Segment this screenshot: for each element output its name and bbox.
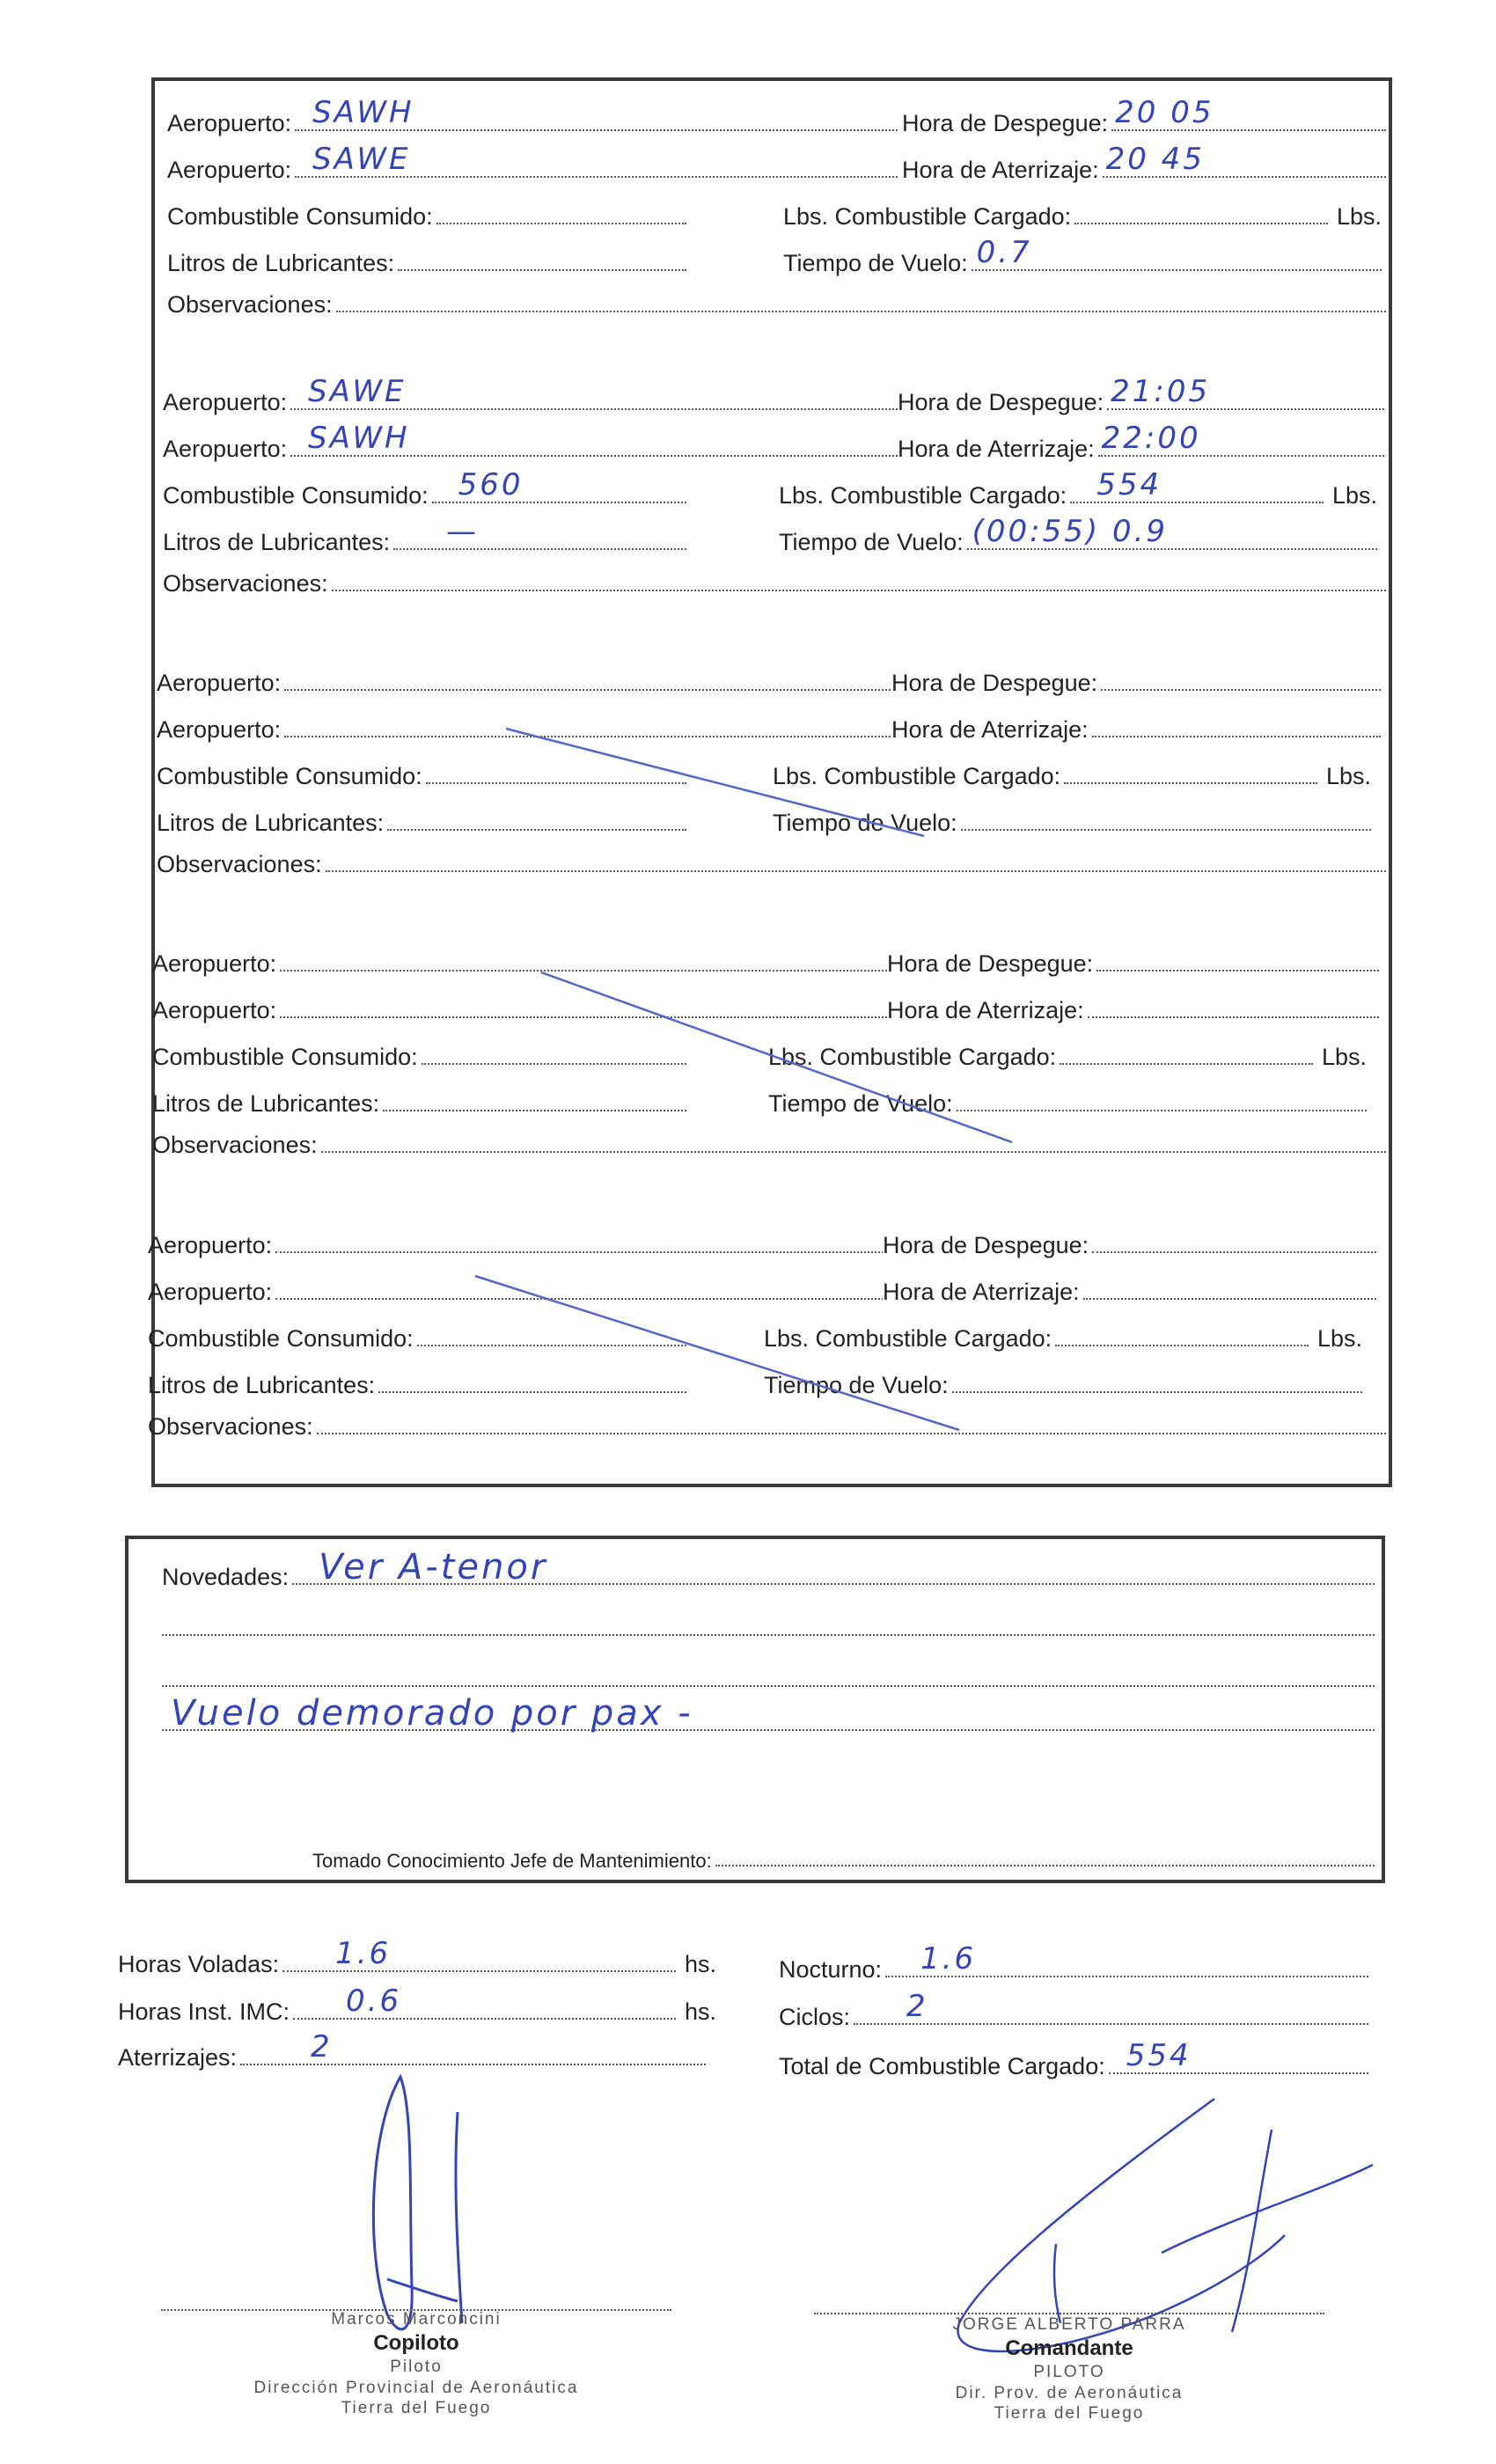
novedades-field-1[interactable] — [292, 1544, 1375, 1588]
copiloto-stamp-org: Dirección Provincial de Aeronáutica — [253, 2378, 579, 2397]
leg-2-hora-despegue-value: 21:05 — [1111, 374, 1211, 409]
copiloto-caption — [161, 2309, 671, 2419]
ciclos-value: 2 — [906, 1989, 928, 2024]
leg-4-combustible-cargado-label: Lbs. Combustible Cargado: — [768, 1044, 1057, 1070]
leg-2-hora-aterrizaje-value: 22:00 — [1101, 421, 1201, 456]
tomado-conocimiento-line — [312, 1830, 1375, 1871]
leg-5-aeropuerto-salida-label: Aeropuerto: — [148, 1232, 273, 1258]
leg-3-combustible-cargado-label: Lbs. Combustible Cargado: — [773, 763, 1061, 789]
horas-imc-label: Horas Inst. IMC: — [118, 1998, 290, 2025]
novedades-value-4: Vuelo demorado por pax - — [171, 1693, 693, 1734]
novedades-value-1: Ver A-tenor — [319, 1547, 548, 1588]
leg-5-combustible-consumido-label: Combustible Consumido: — [148, 1325, 414, 1352]
novedades-field-3[interactable] — [162, 1646, 1375, 1687]
ciclos-line — [779, 1989, 1368, 2029]
novedades-line-1 — [162, 1549, 1375, 1589]
novedades-field-4[interactable] — [162, 1690, 1375, 1734]
horas-voladas-value: 1.6 — [335, 1936, 392, 1971]
leg-1-aeropuerto-llegada-label: Aeropuerto: — [167, 157, 292, 183]
comandante-stamp-org: Dir. Prov. de Aeronáutica — [955, 2383, 1184, 2402]
leg-3-aeropuerto-llegada-label: Aeropuerto: — [157, 716, 282, 743]
leg-1-aeropuerto-llegada-value: SAWE — [312, 142, 411, 177]
leg-5-tiempo-vuelo-label: Tiempo de Vuelo: — [764, 1372, 949, 1398]
copiloto-signature — [373, 2077, 462, 2329]
nocturno-label: Nocturno: — [779, 1956, 883, 1983]
crossout-stroke-leg-3 — [506, 729, 924, 836]
horas-voladas-unit: hs. — [684, 1951, 716, 1977]
novedades-line-3 — [162, 1651, 1375, 1691]
aterrizajes-label: Aterrizajes: — [118, 2044, 238, 2071]
leg-3-combustible-cargado-unit: Lbs. — [1325, 763, 1371, 789]
leg-2-aeropuerto-salida-value: SAWE — [308, 374, 407, 409]
copiloto-stamp-region: Tierra del Fuego — [341, 2399, 492, 2418]
leg-4-aeropuerto-salida-label: Aeropuerto: — [152, 950, 277, 977]
leg-2-combustible-cargado-label: Lbs. Combustible Cargado: — [779, 482, 1067, 509]
horas-voladas-field[interactable] — [282, 1932, 676, 1972]
novedades-label: Novedades: — [162, 1564, 290, 1590]
crossout-stroke-leg-5 — [475, 1276, 959, 1430]
horas-voladas-line — [118, 1936, 716, 1976]
tomado-conocimiento-label: Tomado Conocimiento Jefe de Mantenimiento: — [312, 1850, 712, 1872]
nocturno-value: 1.6 — [920, 1941, 977, 1976]
leg-5-aeropuerto-llegada-label: Aeropuerto: — [148, 1279, 273, 1305]
leg-4-observaciones-label: Observaciones: — [152, 1132, 318, 1158]
aterrizajes-value: 2 — [311, 2029, 333, 2064]
total-combustible-line — [779, 2038, 1368, 2079]
horas-voladas-label: Horas Voladas: — [118, 1951, 280, 1977]
leg-1-litros-lubricantes-label: Litros de Lubricantes: — [167, 250, 395, 276]
copiloto-stamp-name: Marcos Marconcini — [331, 2310, 502, 2328]
leg-5-hora-despegue-label: Hora de Despegue: — [883, 1232, 1089, 1258]
leg-1-hora-aterrizaje-value: 20 45 — [1105, 142, 1205, 177]
horas-imc-value: 0.6 — [346, 1984, 402, 2019]
leg-2-combustible-cargado-value: 554 — [1096, 467, 1162, 502]
comandante-stamp-region: Tierra del Fuego — [994, 2404, 1145, 2424]
leg-2-observaciones-label: Observaciones: — [163, 570, 328, 597]
comandante-stamp-title: PILOTO — [1033, 2362, 1105, 2381]
leg-2-tiempo-vuelo-value: (00:55) 0.9 — [972, 514, 1169, 549]
tomado-conocimiento-field[interactable] — [715, 1826, 1375, 1866]
leg-4-hora-despegue-label: Hora de Despegue: — [887, 950, 1094, 977]
comandante-caption — [814, 2314, 1324, 2424]
comandante-role: Comandante — [1005, 2336, 1133, 2360]
leg-3-tiempo-vuelo-label: Tiempo de Vuelo: — [773, 810, 957, 836]
leg-1-combustible-cargado-label: Lbs. Combustible Cargado: — [783, 203, 1072, 230]
total-combustible-label: Total de Combustible Cargado: — [779, 2053, 1105, 2079]
leg-1-combustible-cargado-unit: Lbs. — [1336, 203, 1382, 230]
leg-4-tiempo-vuelo-label: Tiempo de Vuelo: — [768, 1090, 953, 1117]
ciclos-field[interactable] — [854, 1984, 1368, 2025]
leg-3-hora-aterrizaje-label: Hora de Aterrizaje: — [891, 716, 1089, 743]
leg-2-hora-despegue-label: Hora de Despegue: — [898, 389, 1104, 415]
leg-4-combustible-cargado-unit: Lbs. — [1321, 1044, 1367, 1070]
horas-imc-unit: hs. — [684, 1998, 716, 2025]
leg-1-hora-despegue-value: 20 05 — [1115, 95, 1214, 130]
leg-5-litros-lubricantes-label: Litros de Lubricantes: — [148, 1372, 376, 1398]
leg-1-hora-aterrizaje-label: Hora de Aterrizaje: — [902, 157, 1099, 183]
novedades-line-2 — [162, 1600, 1375, 1640]
leg-5-combustible-cargado-unit: Lbs. — [1316, 1325, 1362, 1352]
leg-3-combustible-consumido-label: Combustible Consumido: — [157, 763, 422, 789]
leg-4-litros-lubricantes-label: Litros de Lubricantes: — [152, 1090, 380, 1117]
leg-3-hora-despegue-label: Hora de Despegue: — [891, 670, 1098, 696]
leg-1-tiempo-vuelo-value: 0.7 — [976, 235, 1032, 270]
horas-imc-field[interactable] — [293, 1979, 676, 2020]
total-combustible-field[interactable] — [1109, 2034, 1368, 2074]
leg-1-combustible-consumido-label: Combustible Consumido: — [167, 203, 433, 230]
horas-imc-line — [118, 1984, 716, 2024]
novedades-field-2[interactable] — [162, 1595, 1375, 1636]
leg-1-tiempo-vuelo-label: Tiempo de Vuelo: — [783, 250, 968, 276]
leg-2-aeropuerto-salida-label: Aeropuerto: — [163, 389, 288, 415]
nocturno-line — [779, 1941, 1368, 1982]
leg-2-combustible-cargado-unit: Lbs. — [1331, 482, 1377, 509]
novedades-line-4 — [162, 1695, 1375, 1735]
leg-5-combustible-cargado-label: Lbs. Combustible Cargado: — [764, 1325, 1052, 1352]
copiloto-stamp-title: Piloto — [390, 2357, 443, 2376]
copiloto-role: Copiloto — [373, 2330, 459, 2355]
leg-2-combustible-consumido-value: 560 — [458, 467, 524, 502]
ciclos-label: Ciclos: — [779, 2004, 851, 2030]
leg-3-litros-lubricantes-label: Litros de Lubricantes: — [157, 810, 385, 836]
leg-2-aeropuerto-llegada-value: SAWH — [308, 421, 410, 456]
leg-5-hora-aterrizaje-label: Hora de Aterrizaje: — [883, 1279, 1080, 1305]
aterrizajes-line — [118, 2029, 706, 2070]
leg-5-observaciones-label: Observaciones: — [148, 1413, 313, 1440]
leg-2-hora-aterrizaje-label: Hora de Aterrizaje: — [898, 436, 1095, 462]
leg-1-hora-despegue-label: Hora de Despegue: — [902, 110, 1109, 136]
leg-2-litros-lubricantes-label: Litros de Lubricantes: — [163, 529, 391, 555]
leg-1-observaciones-label: Observaciones: — [167, 291, 333, 318]
leg-4-aeropuerto-llegada-label: Aeropuerto: — [152, 997, 277, 1023]
leg-4-combustible-consumido-label: Combustible Consumido: — [152, 1044, 418, 1070]
comandante-stamp-name: JORGE ALBERTO PARRA — [952, 2315, 1186, 2334]
aterrizajes-field[interactable] — [240, 2025, 706, 2065]
leg-4-hora-aterrizaje-label: Hora de Aterrizaje: — [887, 997, 1084, 1023]
leg-3-aeropuerto-salida-label: Aeropuerto: — [157, 670, 282, 696]
leg-1-aeropuerto-salida-label: Aeropuerto: — [167, 110, 292, 136]
leg-2-combustible-consumido-label: Combustible Consumido: — [163, 482, 429, 509]
leg-2-aeropuerto-llegada-label: Aeropuerto: — [163, 436, 288, 462]
leg-2-tiempo-vuelo-label: Tiempo de Vuelo: — [779, 529, 964, 555]
total-combustible-value: 554 — [1126, 2038, 1192, 2073]
crossout-stroke-leg-4 — [541, 972, 1012, 1142]
leg-3-observaciones-label: Observaciones: — [157, 851, 322, 877]
nocturno-field[interactable] — [885, 1937, 1368, 1977]
leg-1-aeropuerto-salida-value: SAWH — [312, 95, 414, 130]
leg-2-litros-lubricantes-value: — — [446, 514, 480, 549]
